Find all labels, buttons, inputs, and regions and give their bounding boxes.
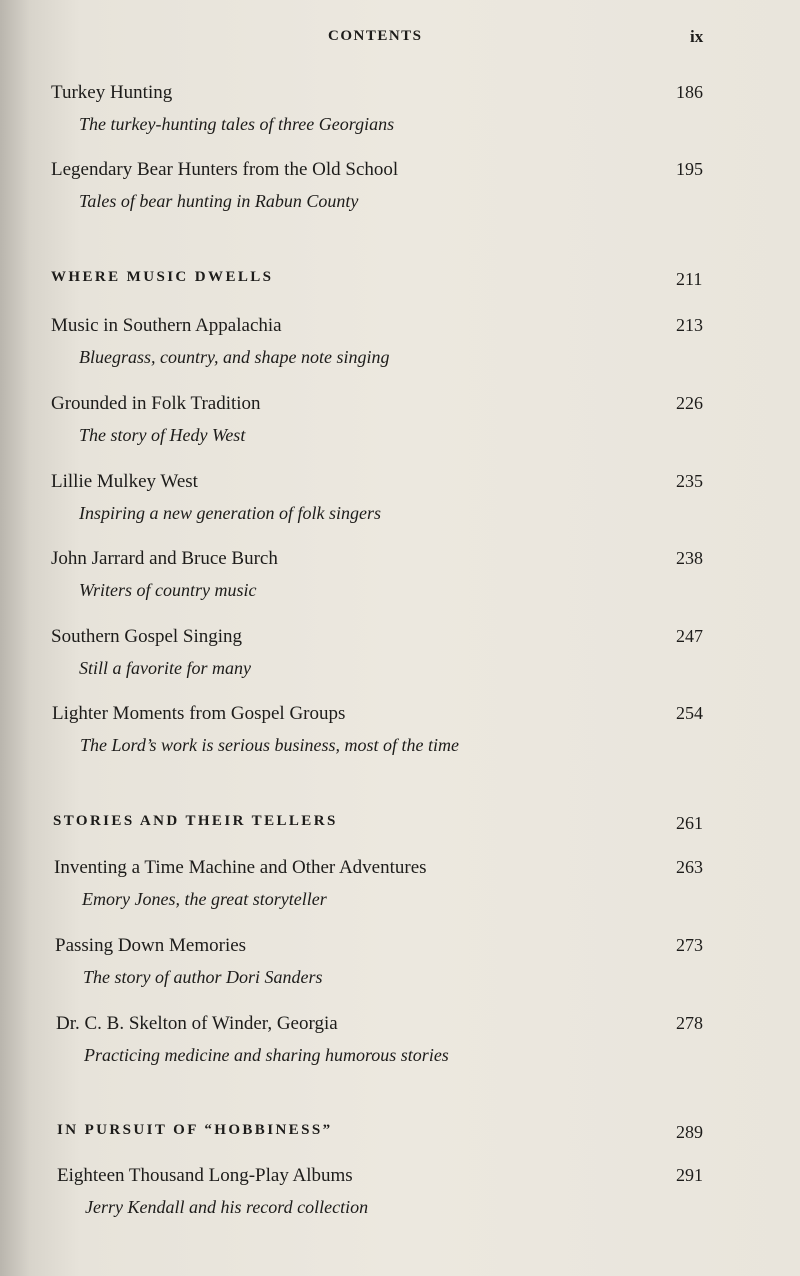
section-title: WHERE MUSIC DWELLS bbox=[51, 269, 274, 285]
entry-page: 186 bbox=[676, 82, 703, 102]
entry-title: Grounded in Folk Tradition bbox=[51, 393, 261, 414]
entry-page: 235 bbox=[676, 471, 703, 491]
entry-title: Music in Southern Appalachia bbox=[51, 315, 282, 336]
entry-title: Legendary Bear Hunters from the Old School bbox=[51, 159, 399, 180]
entry-subtitle: Tales of bear hunting in Rabun County bbox=[79, 191, 359, 211]
section-page: 211 bbox=[676, 269, 703, 289]
entry-title: John Jarrard and Bruce Burch bbox=[51, 548, 278, 569]
entry-subtitle: Writers of country music bbox=[79, 580, 257, 600]
entry-page: 195 bbox=[676, 159, 703, 179]
entry-subtitle: The story of author Dori Sanders bbox=[83, 967, 323, 987]
entry-subtitle: Emory Jones, the great storyteller bbox=[82, 889, 327, 909]
entry-subtitle: The turkey-hunting tales of three Georgians bbox=[79, 114, 395, 134]
entry-page: 213 bbox=[676, 315, 703, 335]
entry-page: 254 bbox=[676, 703, 703, 723]
entry-title: Inventing a Time Machine and Other Adventures bbox=[54, 857, 427, 878]
entry-title: Lighter Moments from Gospel Groups bbox=[52, 703, 346, 724]
entry-subtitle: The story of Hedy West bbox=[79, 425, 246, 445]
entry-title: Turkey Hunting bbox=[51, 82, 173, 103]
entry-title: Eighteen Thousand Long-Play Albums bbox=[57, 1165, 353, 1186]
entry-title: Dr. C. B. Skelton of Winder, Georgia bbox=[56, 1013, 338, 1034]
entry-subtitle: Still a favorite for many bbox=[79, 658, 251, 678]
entry-subtitle: Bluegrass, country, and shape note singing bbox=[79, 347, 390, 367]
entry-page: 278 bbox=[676, 1013, 703, 1033]
section-page: 289 bbox=[676, 1122, 703, 1142]
entry-subtitle: Jerry Kendall and his record collection bbox=[85, 1197, 369, 1217]
section-page: 261 bbox=[676, 813, 703, 833]
entry-page: 247 bbox=[676, 626, 703, 646]
entry-title: Passing Down Memories bbox=[55, 935, 247, 956]
section-title: STORIES AND THEIR TELLERS bbox=[53, 813, 338, 829]
entry-subtitle: The Lord’s work is serious business, most of the time bbox=[80, 735, 460, 755]
entry-page: 263 bbox=[676, 857, 703, 877]
entry-page: 273 bbox=[676, 935, 703, 955]
page-number-folio: ix bbox=[690, 27, 704, 46]
entry-title: Southern Gospel Singing bbox=[51, 626, 243, 647]
section-title: IN PURSUIT OF “HOBBINESS” bbox=[57, 1122, 333, 1138]
running-title: CONTENTS bbox=[328, 28, 423, 44]
entry-page: 238 bbox=[676, 548, 703, 568]
entry-title: Lillie Mulkey West bbox=[51, 471, 198, 492]
running-header bbox=[0, 28, 800, 48]
entry-subtitle: Inspiring a new generation of folk singers bbox=[79, 503, 381, 523]
entry-page: 226 bbox=[676, 393, 703, 413]
entry-subtitle: Practicing medicine and sharing humorous stories bbox=[84, 1045, 449, 1065]
entry-page: 291 bbox=[676, 1165, 703, 1185]
